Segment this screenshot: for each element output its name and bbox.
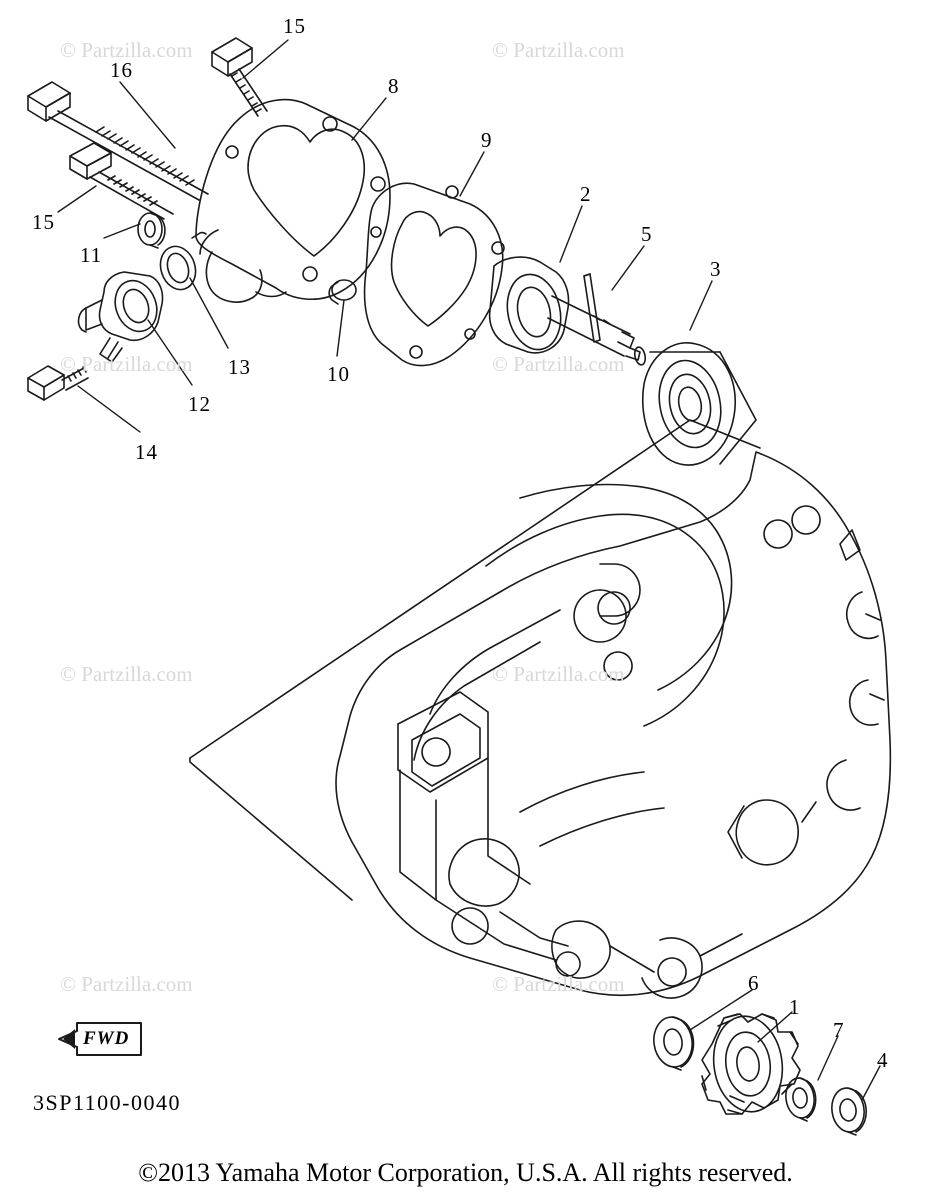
diagram-part-number: 3SP1100-0040 xyxy=(33,1090,181,1115)
callout-10[interactable]: 10 xyxy=(327,362,350,386)
callout-6[interactable]: 6 xyxy=(748,971,760,995)
callout-13[interactable]: 13 xyxy=(228,355,251,379)
watermark: © Partzilla.com xyxy=(492,662,625,686)
callout-14[interactable]: 14 xyxy=(135,440,158,464)
callout-9[interactable]: 9 xyxy=(481,128,493,152)
watermark: © Partzilla.com xyxy=(492,352,625,376)
watermark: © Partzilla.com xyxy=(492,38,625,62)
watermark: © Partzilla.com xyxy=(60,38,193,62)
callout-15-left[interactable]: 15 xyxy=(32,210,55,234)
callout-15-top[interactable]: 15 xyxy=(283,14,306,38)
callout-1[interactable]: 1 xyxy=(789,995,801,1019)
watermark: © Partzilla.com xyxy=(492,972,625,996)
callout-3[interactable]: 3 xyxy=(710,257,722,281)
watermark: © Partzilla.com xyxy=(60,352,193,376)
callout-5[interactable]: 5 xyxy=(641,222,653,246)
callout-16[interactable]: 16 xyxy=(110,58,133,82)
fwd-orientation-marker xyxy=(53,1019,149,1061)
callout-12[interactable]: 12 xyxy=(188,392,211,416)
callout-2[interactable]: 2 xyxy=(580,182,592,206)
callout-11[interactable]: 11 xyxy=(80,243,103,267)
callout-4[interactable]: 4 xyxy=(877,1048,889,1072)
copyright-notice: ©2013 Yamaha Motor Corporation, U.S.A. All rights reserved. xyxy=(138,1158,793,1187)
watermark: © Partzilla.com xyxy=(60,972,193,996)
fwd-label-text: FWD xyxy=(83,1028,130,1049)
callout-7[interactable]: 7 xyxy=(833,1018,845,1042)
watermark: © Partzilla.com xyxy=(60,662,193,686)
callout-8[interactable]: 8 xyxy=(388,74,400,98)
